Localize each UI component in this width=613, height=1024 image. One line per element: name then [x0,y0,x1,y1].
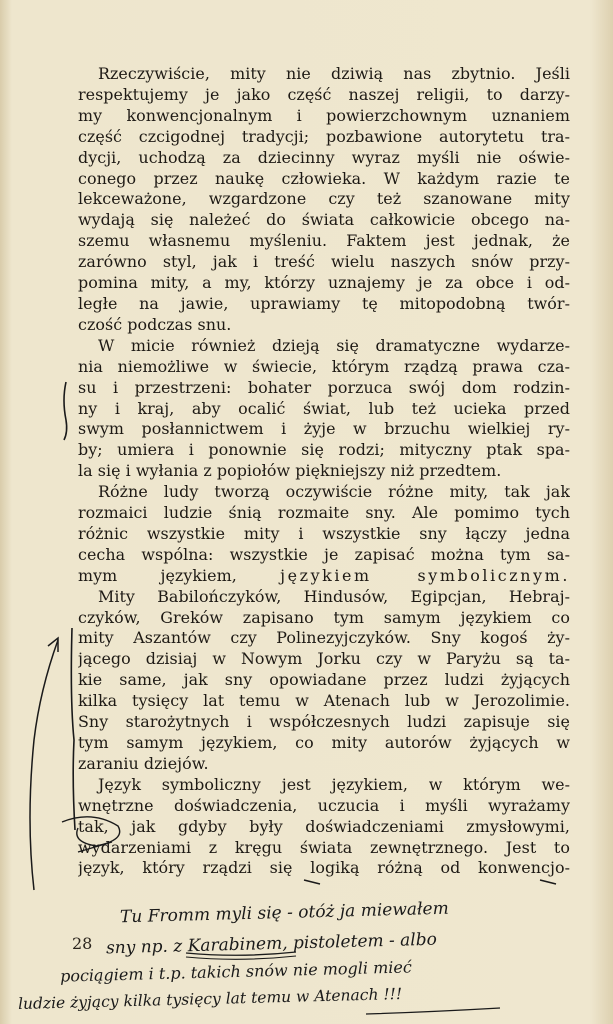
text-line: wydarzeniami z kręgu świata zewnętrznego. Jest to [78,837,570,857]
handwritten-note-line: pociągiem i t.p. takich snów nie mogli mieć [59,957,413,986]
pen-tick [304,880,320,884]
text-line: conego przez naukę człowieka. W każdym razie te [78,168,570,188]
text-line: su i przestrzeni: bohater porzuca swój dom rodzin- [78,377,570,397]
text-line: tak, jak gdyby były doświadczeniami zmysłowymi, [78,816,570,836]
text-line: by; umiera i ponownie się rodzi; mityczny ptak spa- [78,440,570,460]
handwritten-note-line: Tu Fromm myli się - otóż ja miewałem [119,898,449,928]
text-line: tym samym językiem, co mity autorów żyjących w [78,733,570,752]
text-line: czość podczas snu. [78,314,232,334]
text-line: Rzeczywiście, mity nie dziwią nas zbytnio. Jeśli [98,64,570,83]
text-line: Mity Babilończyków, Hindusów, Egipcjan, Hebraj- [98,586,570,606]
text-line: my konwencjonalnym i powierzchownym uznaniem [78,105,570,125]
strike-mark [78,842,112,852]
handwritten-note-line: ludzie żyjący kilka tysięcy lat temu w Atenach !!! [17,984,403,1014]
text-line: Różne ludy tworzą oczywiście różne mity, tak jak [98,482,570,502]
text-line: różnic wszystkie mity i wszystkie sny łączy jedna [78,523,570,543]
underline-mark [186,952,296,955]
text-line: wydają się należeć do świata całkowicie obcego na- [78,210,570,230]
text-line: zarówno styl, jak i treść wielu naszych snów przy- [78,252,570,272]
page-number: 28 [72,934,93,953]
text-line: mity Aszantów czy Polinezyjczyków. Sny kogoś ży- [78,628,570,648]
text-line: la się i wyłania z popiołów piękniejszy niż przedtem. [78,461,502,481]
text-line: szemu własnemu myśleniu. Faktem jest jednak, że [78,231,570,251]
text-line: ległe na jawie, uprawiamy tę mitopodobną twór- [78,293,570,313]
text-line: cecha wspólna: wszystkie je zapisać można tym sa- [78,544,570,564]
text-line: kilka tysięcy lat temu w Atenach lub w Jerozolimie. [78,691,570,711]
margin-mark [64,382,67,440]
text-line: wnętrzne doświadczenia, uczucia i myśli wyrażamy [78,795,570,815]
margin-bracket [71,628,75,830]
text-line: jącego dzisiaj w Nowym Jorku czy w Paryżu są ta- [78,649,570,669]
text-line: respektujemy je jako część naszej religii, to darzy- [78,84,570,104]
text-fragment: mym językiem, [78,565,281,585]
text-line: W micie również dzieją się dramatyczne wydarze- [98,335,570,355]
text-line: pomina mity, a my, którzy uznajemy je za obce i od- [78,273,570,293]
text-line: nia niemożliwe w świecie, którym rządzą prawa cza- [78,356,570,376]
text-line: Język symboliczny jest językiem, w którym we- [98,774,570,794]
underline-mark [366,1008,500,1014]
text-line: kie same, jak sny opowiadane przez ludzi żyjących [78,670,570,690]
arrow-line [30,640,58,890]
text-line: część czcigodnej tradycji; pozbawione autorytetu tra- [78,126,570,146]
pen-tick [540,880,556,884]
text-line: swym posłannictwem i żyje w brzuchu wielkiej ry- [78,419,570,439]
text-line: czyków, Greków zapisano tym samym językiem co [78,607,570,627]
text-line: ny i kraj, aby ocalić świat, lub też ucieka przed [78,398,570,418]
text-line: rozmaici ludzie śnią rozmaite sny. Ale pomimo tych [78,503,570,523]
text-line: Sny starożytnych i współczesnych ludzi zapisuje się [78,712,570,732]
text-line: język, który rządzi się logiką różną od konwencjo- [78,858,570,878]
text-line: dycji, uchodzą za dziecinny wyraz myśli nie oświe- [78,147,570,167]
handwritten-note-line: sny np. z Karabinem, pistoletem - albo [105,929,438,959]
underline-mark [186,956,296,959]
text-line: lekceważone, wzgardzone czy też szanowane mity [78,189,570,209]
spaced-term: językiem symbolicznym. [280,565,570,585]
text-line: zaraniu dziejów. [78,753,209,773]
